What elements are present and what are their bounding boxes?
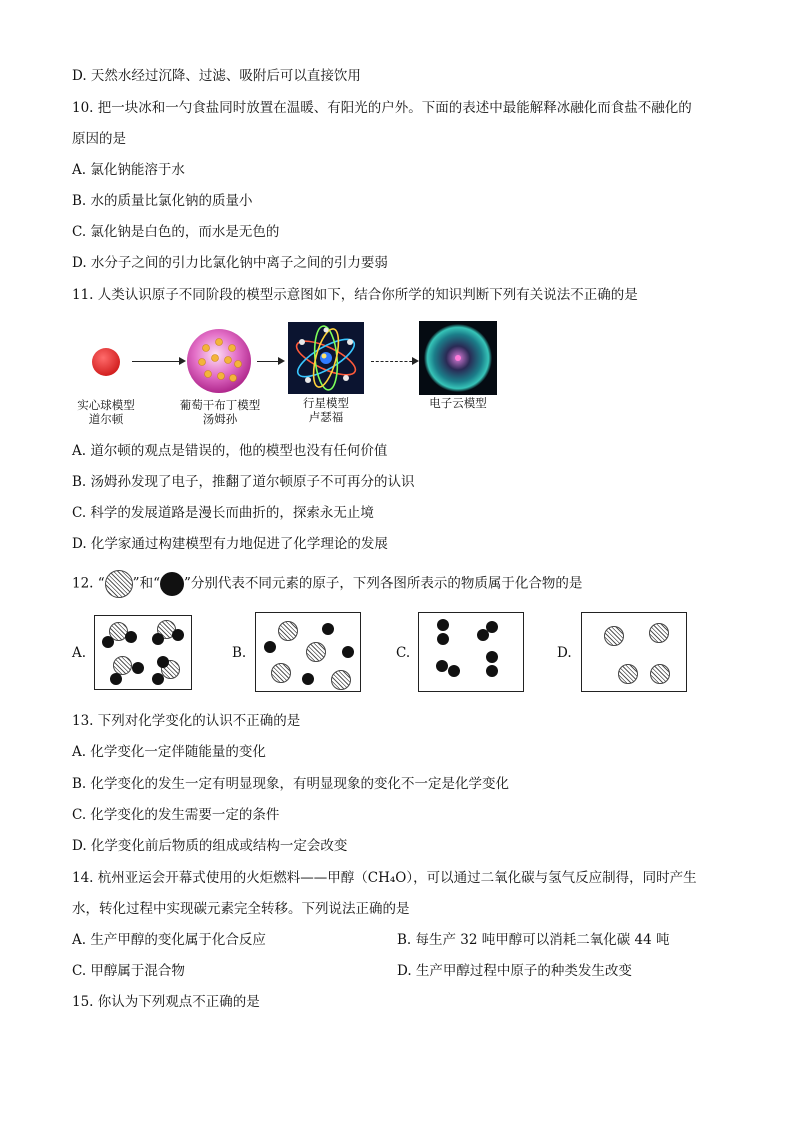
hatched-atom: [306, 642, 326, 662]
black-atom: [342, 646, 354, 658]
q15-stem: 15. 你认为下列观点不正确的是: [72, 994, 260, 1010]
q12-label-c: C.: [396, 645, 411, 661]
q11-option-d: D. 化学家通过构建模型有力地促进了化学理论的发展: [72, 536, 388, 552]
hatched-atom: [649, 623, 669, 643]
q14-stem-line1: 14. 杭州亚运会开幕式使用的火炬燃料——甲醇（CH₄O），可以通过二氧化碳与氢气反应制得，同时产生: [72, 870, 697, 886]
q14-option-b: B. 每生产 32 吨甲醇可以消耗二氧化碳 44 吨: [397, 932, 670, 948]
q13-option-c: C. 化学变化的发生需要一定的条件: [72, 807, 280, 823]
black-atom: [157, 656, 169, 668]
hatched-atom-legend-icon: [105, 570, 133, 598]
black-atom: [172, 629, 184, 641]
q14-option-a: A. 生产甲醇的变化属于化合反应: [72, 932, 266, 948]
q11-option-a: A. 道尔顿的观点是错误的，他的模型也没有任何价值: [72, 443, 388, 459]
black-atom: [437, 619, 449, 631]
black-atom: [110, 673, 122, 685]
hatched-atom: [650, 664, 670, 684]
q10-stem-line2: 原因的是: [72, 131, 126, 147]
q12-label-d: D.: [557, 645, 572, 661]
q12-label-a: A.: [72, 645, 87, 661]
black-atom: [125, 631, 137, 643]
q11-stem: 11. 人类认识原子不同阶段的模型示意图如下，结合你所学的知识判断下列有关说法不正确的是: [72, 287, 638, 303]
q13-option-d: D. 化学变化前后物质的组成或结构一定会改变: [72, 838, 348, 854]
black-atom: [477, 629, 489, 641]
arrow-2: [257, 361, 283, 362]
q14-option-d: D. 生产甲醇过程中原子的种类发生改变: [397, 963, 632, 979]
q12-box-c: [418, 612, 524, 692]
q12-box-d: [581, 612, 687, 692]
arrow-3: [371, 361, 417, 362]
rutherford-caption: 行星模型 卢瑟福: [303, 396, 349, 424]
hatched-atom: [618, 664, 638, 684]
q13-stem: 13. 下列对化学变化的认识不正确的是: [72, 713, 301, 729]
q10-option-c: C. 氯化钠是白色的，而水是无色的: [72, 224, 280, 240]
q10-option-d: D. 水分子之间的引力比氯化钠中离子之间的引力要弱: [72, 255, 388, 271]
q10-option-a: A. 氯化钠能溶于水: [72, 162, 185, 178]
black-atom-legend-icon: [160, 572, 184, 596]
q11-option-b: B. 汤姆孙发现了电子，推翻了道尔顿原子不可再分的认识: [72, 474, 415, 490]
q12-label-b: B.: [232, 645, 247, 661]
black-atom: [322, 623, 334, 635]
arrow-1: [132, 361, 184, 362]
hatched-atom: [278, 621, 298, 641]
dalton-sphere-image: [91, 347, 121, 377]
q11-option-c: C. 科学的发展道路是漫长而曲折的，探索永无止境: [72, 505, 374, 521]
q13-option-a: A. 化学变化一定伴随能量的变化: [72, 744, 266, 760]
black-atom: [152, 633, 164, 645]
black-atom: [152, 673, 164, 685]
q9-option-d: D. 天然水经过沉降、过滤、吸附后可以直接饮用: [72, 68, 361, 84]
black-atom: [264, 641, 276, 653]
hatched-atom: [271, 663, 291, 683]
black-atom: [302, 673, 314, 685]
rutherford-planetary-image: [288, 322, 364, 394]
black-atom: [436, 660, 448, 672]
q13-option-b: B. 化学变化的发生一定有明显现象，有明显现象的变化不一定是化学变化: [72, 776, 510, 792]
q14-stem-line2: 水，转化过程中实现碳元素完全转移。下列说法正确的是: [72, 901, 410, 917]
black-atom: [102, 636, 114, 648]
q12-box-b: [255, 612, 361, 692]
dalton-caption: 实心球模型 道尔顿: [77, 398, 135, 426]
black-atom: [448, 665, 460, 677]
q14-option-c: C. 甲醇属于混合物: [72, 963, 185, 979]
black-atom: [486, 665, 498, 677]
black-atom: [486, 651, 498, 663]
hatched-atom: [331, 670, 351, 690]
black-atom: [132, 662, 144, 674]
q12-stem: 12. “ ”和“ ”分别代表不同元素的原子，下列各图所表示的物质属于化合物的是: [72, 570, 582, 598]
q10-stem-line1: 10. 把一块冰和一勺食盐同时放置在温暖、有阳光的户外。下面的表述中最能解释冰融化而食盐不融化的: [72, 100, 692, 116]
atomic-models-figure: [66, 318, 506, 430]
q12-box-a: [94, 615, 192, 690]
electron-cloud-image: [419, 321, 497, 395]
thomson-caption: 葡萄干布丁模型 汤姆孙: [179, 398, 261, 426]
black-atom: [437, 633, 449, 645]
electron-cloud-caption: 电子云模型: [429, 396, 487, 410]
thomson-pudding-image: [186, 324, 252, 396]
hatched-atom: [604, 626, 624, 646]
q10-option-b: B. 水的质量比氯化钠的质量小: [72, 193, 253, 209]
